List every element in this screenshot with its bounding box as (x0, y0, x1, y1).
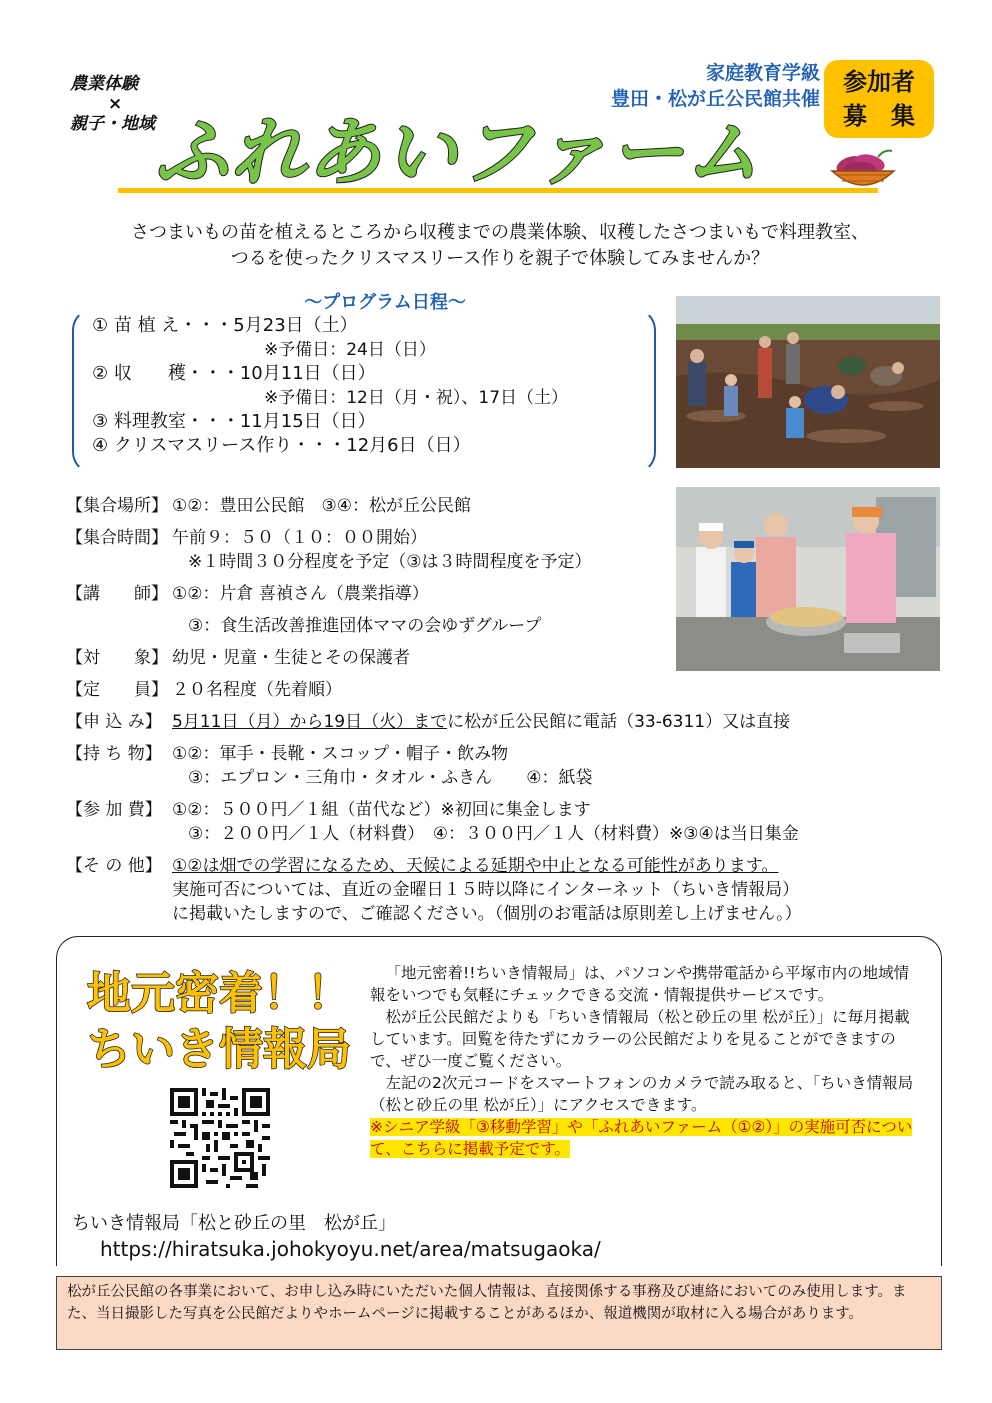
detail-target-label: 【対 象】 (66, 648, 168, 668)
detail-items-1: ①②：軍手・長靴・スコップ・帽子・飲み物 (172, 744, 509, 764)
detail-place-label: 【集合場所】 (66, 496, 168, 516)
detail-capacity-label: 【定 員】 (66, 680, 168, 700)
info-paragraph-3: 左記の2次元コードをスマートフォンのカメラで読み取ると、「ちいき情報局（松と砂丘の里 松が丘）」にアクセスできます。 (370, 1074, 914, 1114)
tagline-cross: × (108, 94, 123, 114)
farm-photo (676, 296, 940, 468)
program-heading: ～プログラム日程～ (304, 292, 466, 313)
detail-capacity (66, 678, 946, 702)
detail-fee (66, 798, 946, 846)
intro-line2: つるを使ったクリスマスリース作りを親子で体験してみませんか？ (230, 248, 770, 269)
badge-line2: 募 集 (843, 102, 915, 130)
info-title-line1: 地元密着！！ (87, 968, 351, 1019)
detail-items-2: ③：エプロン・三角巾・タオル・ふきん ④：紙袋 (188, 768, 593, 788)
detail-other-label: 【そ の 他】 (66, 856, 162, 876)
info-highlight-note: ※シニア学級「③移動学習」や「ふれあいファーム（①②）」の実施可否について、こちらに掲載予定です。 (370, 1118, 913, 1158)
intro-line1: さつまいもの苗を植えるところから収穫までの農業体験、収穫したさつまいもで料理教室、 (131, 222, 869, 243)
qr-code[interactable] (170, 1088, 270, 1188)
detail-time (66, 526, 946, 574)
detail-other-3: に掲載いたしますので、ご確認ください。（個別のお電話は原則差し上げません。） (172, 904, 802, 924)
detail-other (66, 854, 946, 926)
program-item-harvest: ② 収 穫・・・10月11日（日） (92, 363, 376, 384)
detail-other-2: 実施可否については、直近の金曜日１５時以降にインターネット（ちいき情報局） (172, 880, 800, 900)
detail-apply-label: 【申 込 み】 (66, 712, 162, 732)
detail-target (66, 646, 946, 670)
detail-capacity-value: ２０名程度（先着順） (172, 680, 342, 700)
tagline-farming: 農業体験 (70, 74, 138, 94)
event-details (66, 494, 946, 934)
detail-teacher-2: ③：食生活改善推進団体ママの会ゆずグループ (188, 616, 542, 636)
program-note-harvest: ※予備日：12日（月・祝）、17日（土） (264, 388, 569, 408)
site-url-link[interactable]: https://hiratsuka.johokyoyu.net/area/matsugaoka/ (100, 1237, 601, 1261)
detail-teacher (66, 582, 946, 638)
detail-place-value: ①②：豊田公民館 ③④：松が丘公民館 (172, 496, 471, 516)
program-schedule (92, 314, 652, 458)
program-item-wreath: ④ クリスマスリース作り・・・12月6日（日） (92, 435, 471, 456)
privacy-notice-text: 松が丘公民館の各事業において、お申し込み時にいただいた個人情報は、直接関係する事務及び連絡においてのみ使用します。また、当日撮影した写真を公民館だよりやホームページに掲載することがあるほか、報道機関が取材に入る場合があります。 (67, 1284, 907, 1322)
recruit-badge (824, 60, 934, 138)
detail-time-label: 【集合時間】 (66, 528, 168, 548)
detail-teacher-label: 【講 師】 (66, 584, 168, 604)
organizer-line2: 豊田・松が丘公民館共催 (610, 88, 820, 110)
page-title-text: ふれあいファーム (155, 110, 762, 196)
detail-apply-method: に松が丘公民館に電話（33-6311）又は直接 (447, 712, 791, 732)
program-item-planting: ① 苗 植 え・・・5月23日（土） (92, 315, 358, 336)
program-note-planting: ※予備日：24日（日） (264, 340, 436, 360)
info-paragraph-2: 松が丘公民館だよりも「ちいき情報局（松と砂丘の里 松が丘）」に毎月掲載しています。回覧を待たずにカラーの公民館だよりを見ることができますので、ぜひ一度ご覧ください。 (370, 1008, 910, 1070)
badge-line1: 参加者 (843, 68, 915, 96)
detail-items-label: 【持 ち 物】 (66, 744, 162, 764)
organizer (540, 60, 820, 112)
detail-other-1: ①②は畑での学習になるため、天候による延期や中止となる可能性があります。 (172, 856, 779, 876)
detail-target-value: 幼児・児童・生徒とその保護者 (172, 648, 410, 668)
detail-place (66, 494, 946, 518)
detail-fee-2: ③：２００円／１人（材料費） ④：３００円／１人（材料費）※③④は当日集金 (188, 824, 799, 844)
site-name: ちいき情報局「松と砂丘の里 松が丘」 (72, 1213, 396, 1234)
detail-teacher-1: ①②：片倉 喜禎さん（農業指導） (172, 584, 429, 604)
tagline-family-community: 親子・地域 (70, 114, 155, 134)
detail-fee-1: ①②：５００円／１組（苗代など）※初回に集金します (172, 800, 591, 820)
sweet-potato-basket-icon (828, 145, 898, 195)
detail-time-value: 午前９：５０（１０：００開始） (172, 528, 427, 548)
info-service-title (74, 966, 364, 1078)
page-title (155, 108, 835, 198)
detail-apply (66, 710, 946, 734)
detail-time-note: ※１時間３０分程度を予定（③は３時間程度を予定） (188, 552, 592, 572)
organizer-line1: 家庭教育学級 (705, 62, 820, 84)
info-paragraph-1: 「地元密着!!ちいき情報局」は、パソコンや携帯電話から平塚市内の地域情報をいつでも気軽にチェックできる交流・情報提供サービスです。 (370, 964, 910, 1004)
detail-apply-period: 5月11日（月）から19日（火）まで (172, 712, 448, 732)
privacy-notice (56, 1276, 942, 1350)
program-item-cooking: ③ 料理教室・・・11月15日（日） (92, 411, 376, 432)
detail-fee-label: 【参 加 費】 (66, 800, 162, 820)
intro-text (60, 220, 940, 272)
info-title-line2: ちいき情報局 (87, 1024, 351, 1075)
detail-items (66, 742, 946, 790)
info-service-description (370, 962, 920, 1160)
